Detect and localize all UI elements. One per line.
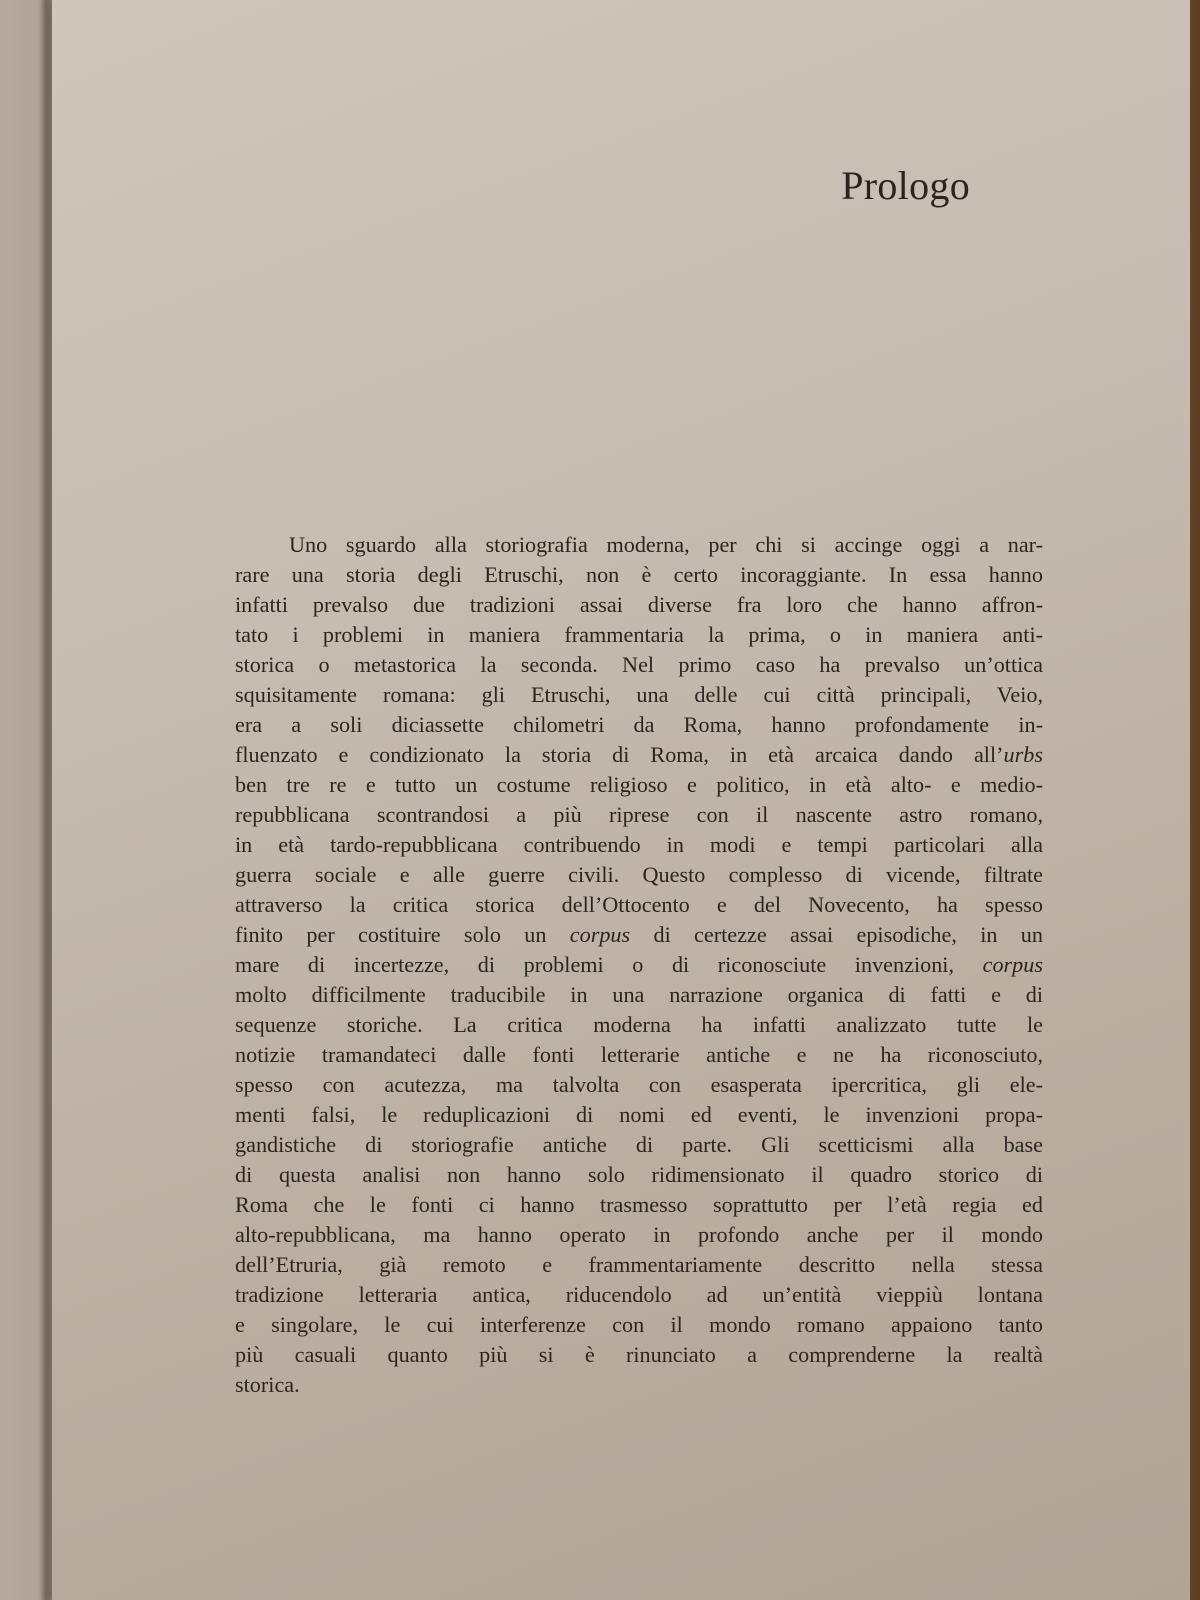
text-line: ben tre re e tutto un costume religioso e politico, in età alto- e medio- (235, 772, 1043, 797)
text-line: di questa analisi non hanno solo ridimensionato il quadro storico di (235, 1162, 1043, 1187)
text-line: menti falsi, le reduplicazioni di nomi ed eventi, le invenzioni propa- (235, 1102, 1043, 1127)
chapter-title: Prologo (841, 163, 970, 208)
italic-term-corpus: corpus (569, 922, 631, 947)
text-line: molto difficilmente traducibile in una narrazione organica di fatti e di (235, 982, 1043, 1007)
text-line (235, 740, 1043, 770)
line-text: di certezze assai episodiche, in un (630, 922, 1043, 947)
text-line: in età tardo-repubblicana contribuendo in modi e tempi particolari alla (235, 832, 1043, 857)
text-line: repubblicana scontrandosi a più riprese con il nascente astro romano, (235, 802, 1043, 827)
text-line: storica. (235, 1372, 300, 1397)
text-line: e singolare, le cui interferenze con il mondo romano appaiono tanto (235, 1312, 1043, 1337)
text-line: tato i problemi in maniera frammentaria la prima, o in maniera anti- (235, 622, 1043, 647)
text-line: gandistiche di storiografie antiche di parte. Gli scetticismi alla base (235, 1132, 1043, 1157)
text-line: più casuali quanto più si è rinunciato a comprenderne la realtà (235, 1342, 1043, 1367)
italic-term-urbs: urbs (1003, 742, 1043, 767)
line-text: finito per costituire solo un (235, 922, 570, 947)
line-text: fluenzato e condizionato la storia di Roma, in età arcaica dando all’ (235, 742, 1004, 767)
text-line (235, 950, 1043, 980)
text-line: infatti prevalso due tradizioni assai diverse fra loro che hanno affron- (235, 592, 1043, 617)
text-line (235, 920, 1043, 950)
text-line: notizie tramandateci dalle fonti letterarie antiche e ne ha riconosciuto, (235, 1042, 1043, 1067)
page-edge-shadow (40, 0, 52, 1600)
text-line: dell’Etruria, già remoto e frammentariamente descritto nella stessa (235, 1252, 1043, 1277)
text-line: squisitamente romana: gli Etruschi, una delle cui città principali, Veio, (235, 682, 1043, 707)
italic-term-corpus: corpus (982, 952, 1043, 977)
text-line: Roma che le fonti ci hanno trasmesso soprattutto per l’età regia ed (235, 1192, 1043, 1217)
text-line: sequenze storiche. La critica moderna ha infatti analizzato tutte le (235, 1012, 1043, 1037)
text-line: era a soli diciassette chilometri da Roma, hanno profondamente in- (235, 712, 1043, 737)
book-page (52, 0, 1190, 1600)
text-line: rare una storia degli Etruschi, non è certo incoraggiante. In essa hanno (235, 562, 1043, 587)
prologue-paragraph (235, 530, 1043, 1400)
text-line: Uno sguardo alla storiografia moderna, per chi si accinge oggi a nar- (289, 532, 1043, 557)
text-line: tradizione letteraria antica, riducendolo ad un’entità vieppiù lontana (235, 1282, 1043, 1307)
text-line: attraverso la critica storica dell’Ottocento e del Novecento, ha spesso (235, 892, 1043, 917)
line-text: mare di incertezze, di problemi o di riconosciute invenzioni, (235, 952, 983, 977)
text-line: spesso con acutezza, ma talvolta con esasperata ipercritica, gli ele- (235, 1072, 1043, 1097)
text-line: alto-repubblicana, ma hanno operato in profondo anche per il mondo (235, 1222, 1043, 1247)
text-line: guerra sociale e alle guerre civili. Questo complesso di vicende, filtrate (235, 862, 1043, 887)
text-line: storica o metastorica la seconda. Nel primo caso ha prevalso un’ottica (235, 652, 1043, 677)
